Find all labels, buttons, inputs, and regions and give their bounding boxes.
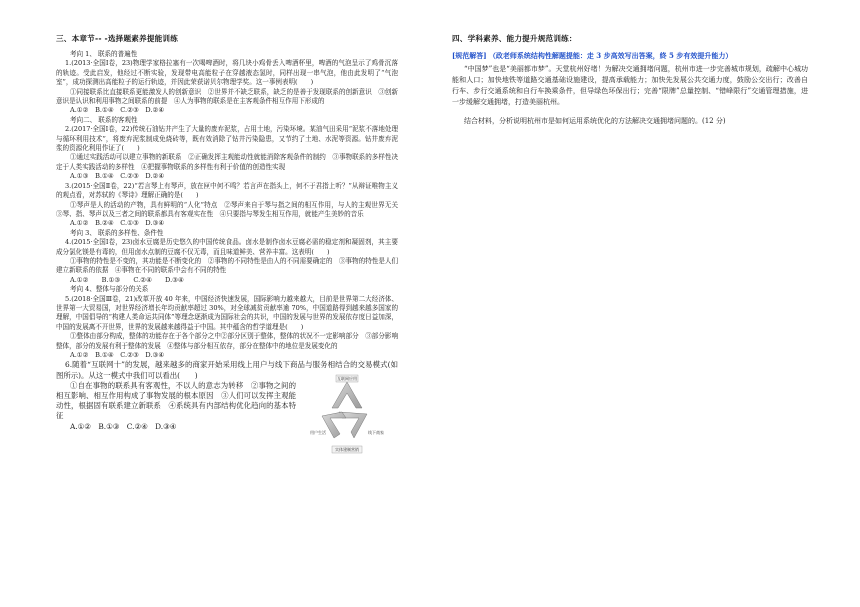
question-text: 5.(2018·全国Ⅲ卷，21)改革开放 40 年来，中国经济快速发展，国际影响力越来越大，目前是世界第二大经济体、世界第一大贸易国，对世界经济增长年均贡献率超过 30%，对全球减贫贡献率逾 70%，中国道路得到越来越多国家的理解，中国倡导的“构建人类命运共同体”等理念逐渐成为国际社会的共识，中国的发展与世界的发展依存度日益加深，中国的发展离不开世界，世界的发展越来越得益于中国。其中蕴含的哲学道理是( ) xyxy=(56,294,398,331)
question-choices: A.①② B.①④ C.②③ D.②④ xyxy=(70,106,165,115)
o2o-cycle-diagram xyxy=(304,372,390,458)
question-statements: ①自在事物的联系具有客观性，不以人的意志为转移 ②事物之间的相互影响、相互作用构成了事物发展的根本原因 ③人们可以发挥主观能动性，根据固有联系建立新联系 ④系统具有内部结构优化趋向的基本特征 xyxy=(56,380,296,421)
cycle-arrow xyxy=(332,382,362,408)
right-column xyxy=(452,33,808,127)
question-text: 2.(2017·全国Ⅰ卷，22)传统石油钻井产生了大量的废弃泥浆，占用土地，污染环境。某油气田采用“泥浆不落地处理与循环利用技术”，将废弃泥浆制成免烧砖等，既有效消除了钻井污染隐患，又节约了土地、水泥等资源。钻井废弃泥浆的资源化利用作证了( ) xyxy=(56,125,398,153)
question-statements: ①同接联系比直接联系更能激发人的创新意识 ②世界并不缺乏联系，缺乏的是善于发现联系的创新意识 ③创新意识是认识和利用事物之间联系的前提 ④人为事物的联系是在主客观条件相互作用下形成的 xyxy=(56,87,398,106)
question-choices: A.①③ B.①④ C.②③ D.②④ xyxy=(70,172,165,181)
question-text: 4.(2015·全国Ⅰ卷，23)卤水豆腐是历史悠久的中国传统食品。卤水是制作卤水豆腐必需的稳定剂和凝固剂，其主要成分氯化镁是有毒的，但用卤水点制的豆腐不仅无毒，而且味道鲜美、营养丰富。这表明( ) xyxy=(56,238,398,256)
standard-answer-tag: [规范解答] xyxy=(452,51,487,60)
question-text: 1.(2013·全国Ⅰ卷，23)物理学家格拉塞有一次喝啤酒时，将几块小鸡骨丢入啤酒杯里，啤酒的气泡呈示了鸡骨沉落的轨迹。受此启发，他经过不断实验，发现带电高能粒子在穿越液态氢时，同样出现一串气泡，他由此发明了“气泡室”，成功探测出高能粒子的运行轨迹，并因此荣获诺贝尔物理学奖。这一事例表明( ) xyxy=(56,59,398,87)
method-hint: （政老师系统结构性解题提能：走 3 步高效写出答案，終 5 步有效提升能力） xyxy=(488,51,733,60)
question-statements: ①整体由部分构成，整体的功能存在于各个部分之中②部分区别于整体，整体的状况不一定影响部分 ③部分影响整体，部分的发展有利于整体的发展 ④整体与部分相互依存，部分在整体中的地位是发展变化的 xyxy=(56,332,398,350)
question-choices: A.①② B.①③ C.②④ D.③④ xyxy=(70,421,177,431)
answer-guide-line xyxy=(452,50,808,62)
question-choices: A.①② B.①③ C.②④ D.③④ xyxy=(70,275,184,284)
diagram-label: 实体建制营销 xyxy=(335,447,359,453)
question-text: 3.(2015·全国Ⅱ卷，22)“若言琴上有琴声，放在匣中何不鸣？若言声在指头上，何不于君指上听？”从辩证唯物主义的观点看，对苏轼的《琴诗》理解正确的是( ) xyxy=(56,181,398,200)
diagram-label: 互联网应用 xyxy=(337,376,357,382)
topic-heading: 考向 1、 联系的普遍性 xyxy=(70,50,138,58)
question-choices: A.①② B.②④ C.①③ D.③④ xyxy=(70,219,165,228)
question-statements: ①事物的特性是不变的，其功能是不断变化的 ②事物的不同特性是由人的不同需要确定的 ③事物的特性是人们建立新联系的依据 ④事物在不同的联系中会有不同的特性 xyxy=(56,256,398,275)
topic-heading: 考向二、 联系的客观性 xyxy=(70,115,138,124)
section-three-heading: 三、本章节-- -选择题素养提能训练 xyxy=(56,34,179,43)
question-choices: A.①② B.①④ C.②③ D.③④ xyxy=(70,351,165,359)
question-statements: ①通过实践活动可以建立事物的新联系 ②正确发挥主观能动性就能消除客观条件的制约 ③事物联系的多样性决定于人类实践活动的多样性 ④把握事物联系的多样性有利于价值的创造性实现 xyxy=(56,153,398,171)
section-four-heading: 四、学科素养、能力提升规范训练： xyxy=(452,34,577,43)
topic-heading: 考向 3、 联系的多样性、条件性 xyxy=(70,228,164,237)
material-text: “中国梦”也是“美丽都市梦”。天堂杭州好堵！为解决交通拥堵问题，杭州市进一步完善城市规划，疏解中心城功能和人口；加快地铁等道路交通基础设施建设，提高承载能力；加快先发展公共交通力度，鼓励公交出行；改善自行车、步行交通系统和自行车换乘条件，但导绿色环保出行；完善“限牌”总量控制、“错峰限行”交通管理措施，进一步缓解交通拥堵，打造美丽杭州。 xyxy=(452,65,808,106)
question-six xyxy=(56,360,398,453)
diagram-label: 线下商家 xyxy=(368,430,384,436)
diagram-label: 用户生活 xyxy=(310,430,326,436)
left-column xyxy=(56,33,405,453)
question-text: 6.随着“互联网十”的发展，越来越多的商家开始采用线上用户与线下商品与服务相结合的交易模式(如图所示)。从这一模式中我们可以看出( ) xyxy=(56,360,398,380)
question-prompt: 结合材料，分析说明杭州市是如何运用系统优化的方法解决交通拥堵问题的。(12 分) xyxy=(464,117,726,125)
question-statements: ①琴声是人的活动的产物，具有鲜明的“人化”特点 ②琴声来自于琴与指之间的相互作用，与人的主观世界无关 ③琴、指、琴声以及三者之间的联系都具有客观实在性 ④只要指与琴发生相互作用，就能产生美妙的音乐 xyxy=(56,200,405,218)
topic-heading: 考向 4、整体与部分的关系 xyxy=(70,285,149,294)
